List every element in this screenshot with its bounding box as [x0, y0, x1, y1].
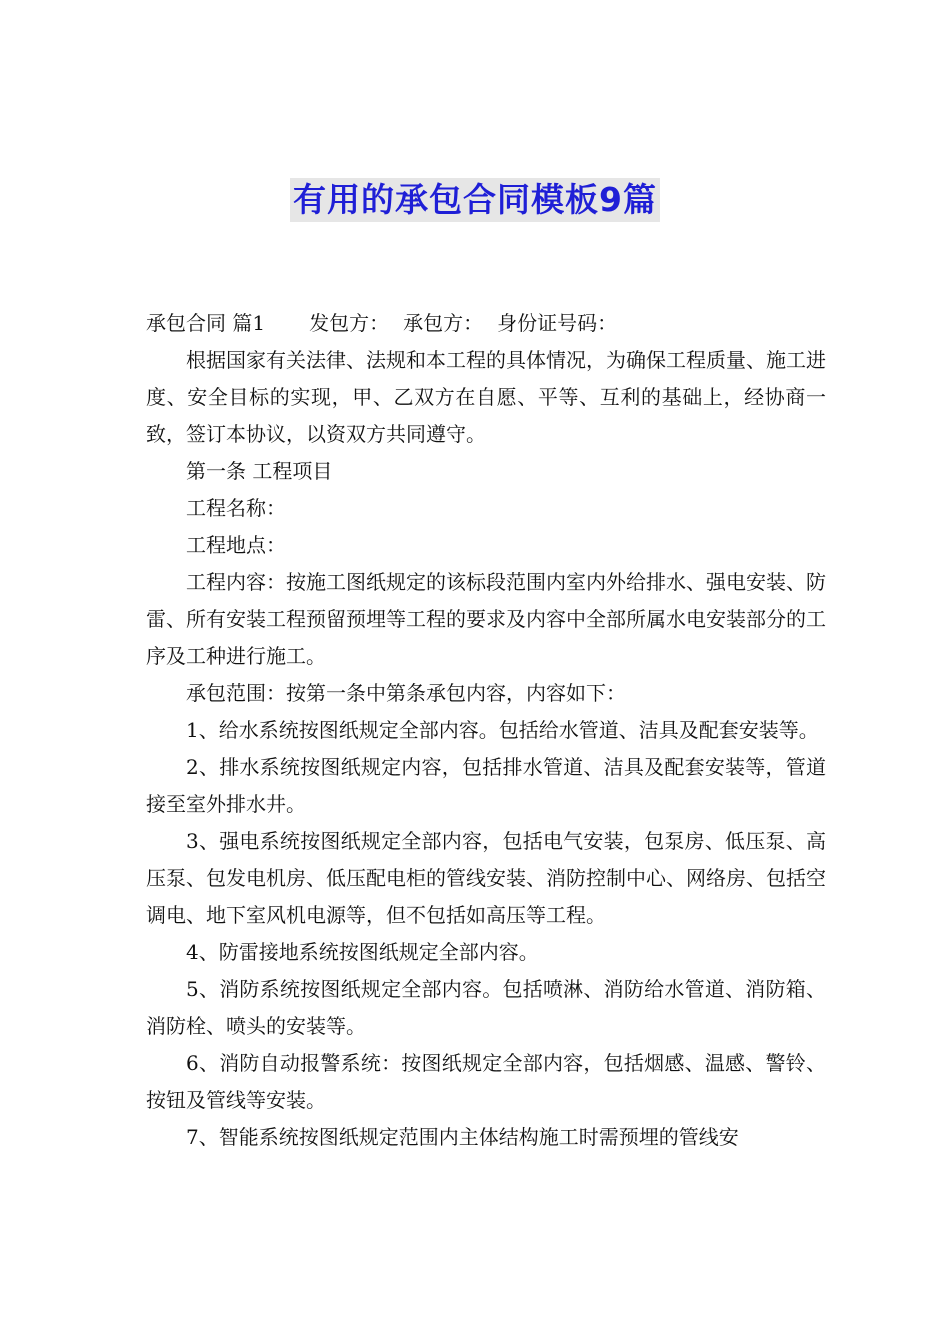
paragraph-item-3: 3、强电系统按图纸规定全部内容，包括电气安装，包泵房、低压泵、高压泵、包发电机房、低压配电柜的管线安装、消防控制中心、网络房、包括空调电、地下室风机电源等，但不包括如高压等工程。: [146, 829, 826, 927]
section-label: 承包合同 篇1: [146, 311, 266, 335]
title-container: [0, 178, 950, 222]
paragraph-project-name: 工程名称：: [186, 496, 286, 520]
id-number-label: 身份证号码：: [497, 311, 618, 335]
paragraph-item-4: 4、防雷接地系统按图纸规定全部内容。: [186, 940, 539, 964]
paragraph-item-6: 6、消防自动报警系统：按图纸规定全部内容，包括烟感、温感、警铃、按钮及管线等安装。: [146, 1051, 826, 1112]
paragraph-project-content: 工程内容：按施工图纸规定的该标段范围内室内外给排水、强电安装、防雷、所有安装工程预留预埋等工程的要求及内容中全部所属水电安装部分的工序及工种进行施工。: [146, 570, 826, 668]
document-body: [146, 305, 826, 1156]
contract-header-line: [146, 305, 826, 342]
party-a-label: 发包方：: [309, 311, 390, 335]
paragraph-project-location: 工程地点：: [186, 533, 286, 557]
paragraph-contract-scope: 承包范围：按第一条中第条承包内容，内容如下：: [186, 681, 626, 705]
document-title: 有用的承包合同模板9篇: [290, 178, 660, 222]
paragraph-intro: 根据国家有关法律、法规和本工程的具体情况，为确保工程质量、施工进度、安全目标的实现，甲、乙双方在自愿、平等、互利的基础上，经协商一致，签订本协议，以资双方共同遵守。: [146, 348, 826, 446]
paragraph-article-1-heading: 第一条 工程项目: [186, 459, 333, 483]
paragraph-item-2: 2、排水系统按图纸规定内容，包括排水管道、洁具及配套安装等，管道接至室外排水井。: [146, 755, 826, 816]
paragraph-item-1: 1、给水系统按图纸规定全部内容。包括给水管道、洁具及配套安装等。: [186, 718, 819, 742]
paragraph-item-5: 5、消防系统按图纸规定全部内容。包括喷淋、消防给水管道、消防箱、消防栓、喷头的安装等。: [146, 977, 826, 1038]
paragraph-item-7: 7、智能系统按图纸规定范围内主体结构施工时需预埋的管线安: [186, 1125, 739, 1149]
party-b-label: 承包方：: [403, 311, 484, 335]
